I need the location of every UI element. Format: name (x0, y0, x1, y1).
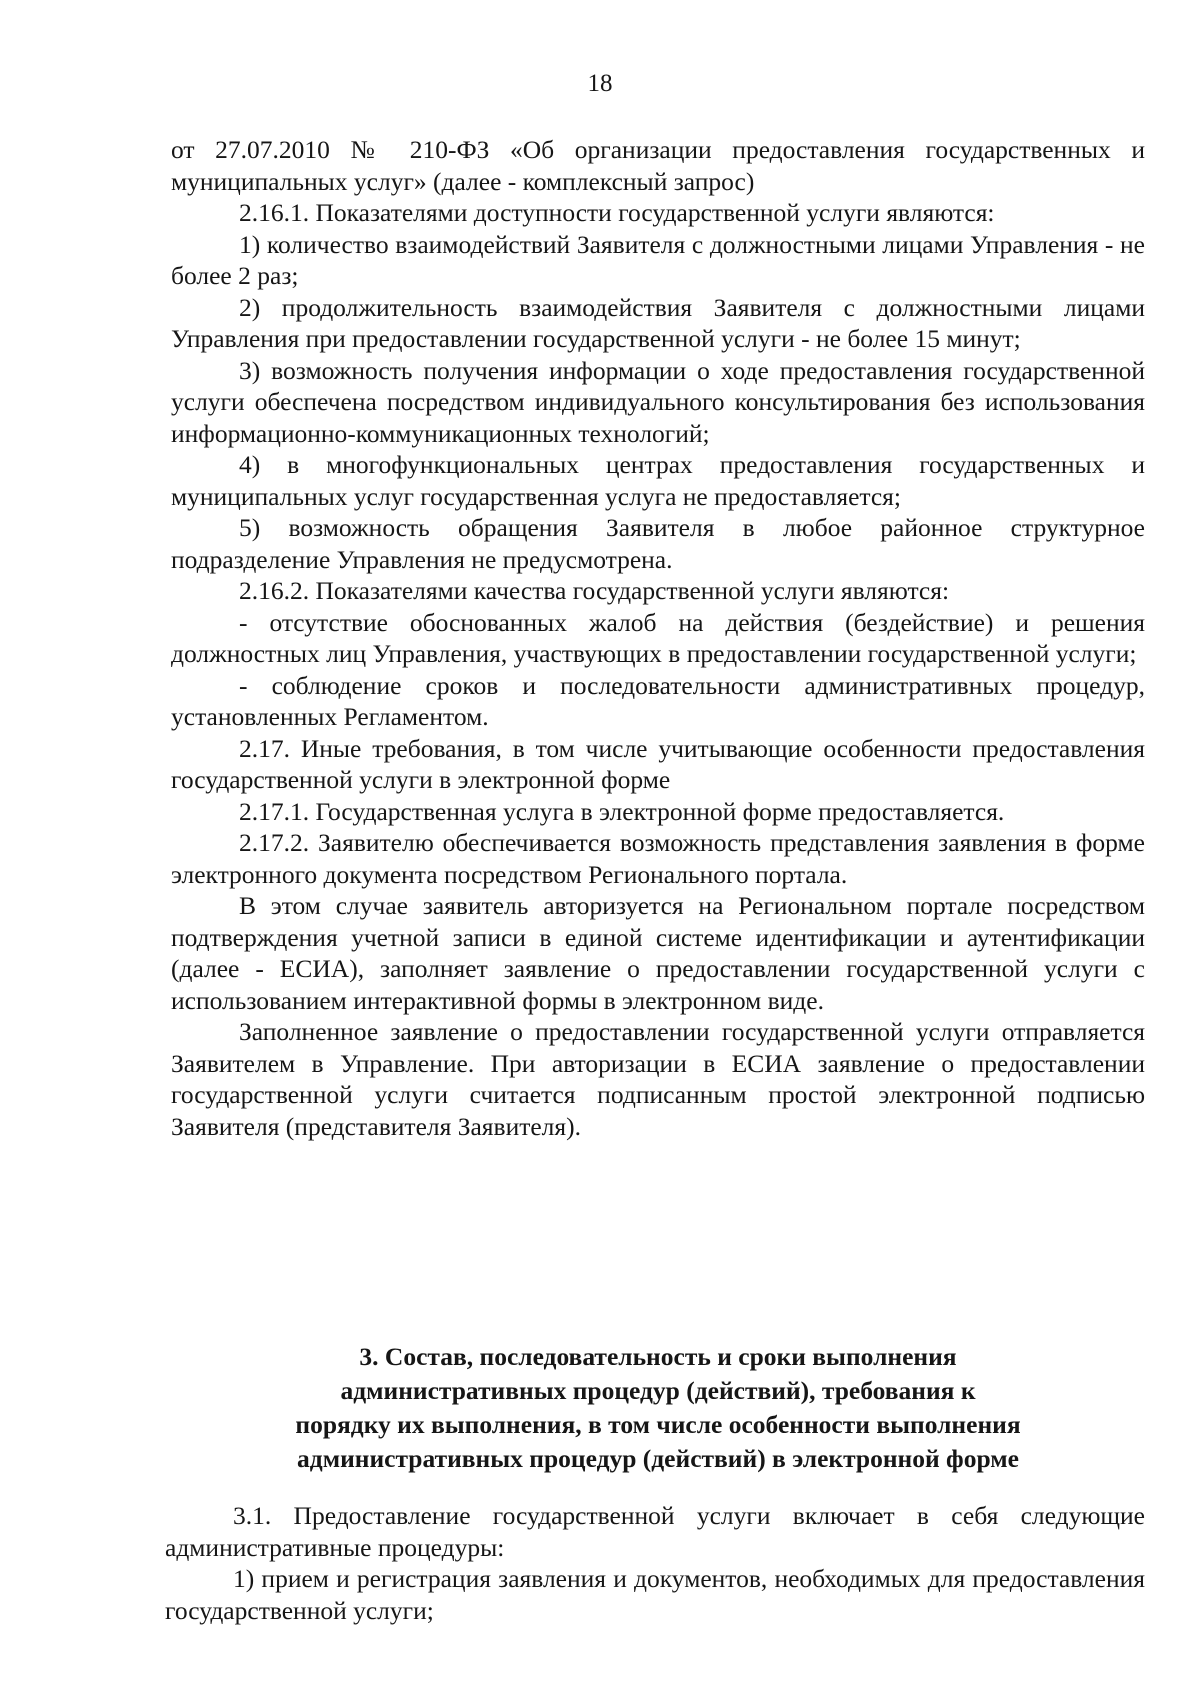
body-text (171, 134, 1145, 1142)
paragraph-2-16-2: 2.16.2. Показателями качества государственной услуги являются: (239, 576, 950, 605)
list-item-3: 3) возможность получения информации о ходе предоставления государственной услуги обеспечена посредством индивидуального консультирования без использования информационно-коммуникационных технологий; (171, 355, 1145, 448)
heading-line: административных процедур (действий) в электронной форме (297, 1444, 1019, 1473)
list-item-1: 1) количество взаимодействий Заявителя с должностными лицами Управления - не более 2 раз; (171, 229, 1145, 290)
page-number: 18 (587, 70, 613, 97)
paragraph-2-17-2: 2.17.2. Заявителю обеспечивается возможность представления заявления в форме электронного документа посредством Регионального портала. (171, 828, 1145, 889)
procedure-item-1: 1) прием и регистрация заявления и документов, необходимых для предоставления государственной услуги; (165, 1564, 1145, 1625)
heading-line: 3. Состав, последовательность и сроки выполнения (359, 1342, 957, 1371)
heading-line: административных процедур (действий), требования к (340, 1376, 976, 1405)
section-heading (171, 1340, 1145, 1476)
dash-item-2: - соблюдение сроков и последовательности административных процедур, установленных Регламентом. (171, 670, 1145, 731)
paragraph-submission: Заполненное заявление о предоставлении государственной услуги отправляется Заявителем в Управление. При авторизации в ЕСИА заявление о предоставлении государственной услуги считается подписанным простой электронной подписью Заявителя (представителя Заявителя). (171, 1017, 1145, 1141)
paragraph-2-17-1: 2.17.1. Государственная услуга в электронной форме предоставляется. (239, 796, 1005, 826)
paragraph-2-17: 2.17. Иные требования, в том числе учитывающие особенности предоставления государственной услуги в электронной форме (171, 733, 1145, 794)
list-item-2: 2) продолжительность взаимодействия Заявителя с должностными лицами Управления при предоставлении государственной услуги - не более 15 минут; (171, 292, 1145, 353)
paragraph-continuation: от 27.07.2010 № 210-ФЗ «Об организации предоставления государственных и муниципальных услуг» (далее - комплексный запрос) (171, 135, 1145, 196)
heading-line: порядку их выполнения, в том числе особенности выполнения (295, 1410, 1021, 1439)
paragraph-esia-auth: В этом случае заявитель авторизуется на Региональном портале посредством подтверждения учетной записи в единой системе идентификации и аутентификации (далее - ЕСИА), заполняет заявление о предоставлении государственной услуги с использованием интерактивной формы в электронном виде. (171, 891, 1145, 1015)
paragraph-2-16-1: 2.16.1. Показателями доступности государственной услуги являются: (239, 198, 995, 227)
list-item-4: 4) в многофункциональных центрах предоставления государственных и муниципальных услуг государственная услуга не предоставляется; (171, 450, 1145, 511)
section-text (165, 1500, 1145, 1626)
dash-item-1: - отсутствие обоснованных жалоб на действия (бездействие) и решения должностных лиц Управления, участвующих в предоставлении государственной услуги; (171, 607, 1145, 668)
list-item-5: 5) возможность обращения Заявителя в любое районное структурное подразделение Управления не предусмотрена. (171, 513, 1145, 574)
paragraph-3-1: 3.1. Предоставление государственной услуги включает в себя следующие административные процедуры: (165, 1501, 1145, 1562)
